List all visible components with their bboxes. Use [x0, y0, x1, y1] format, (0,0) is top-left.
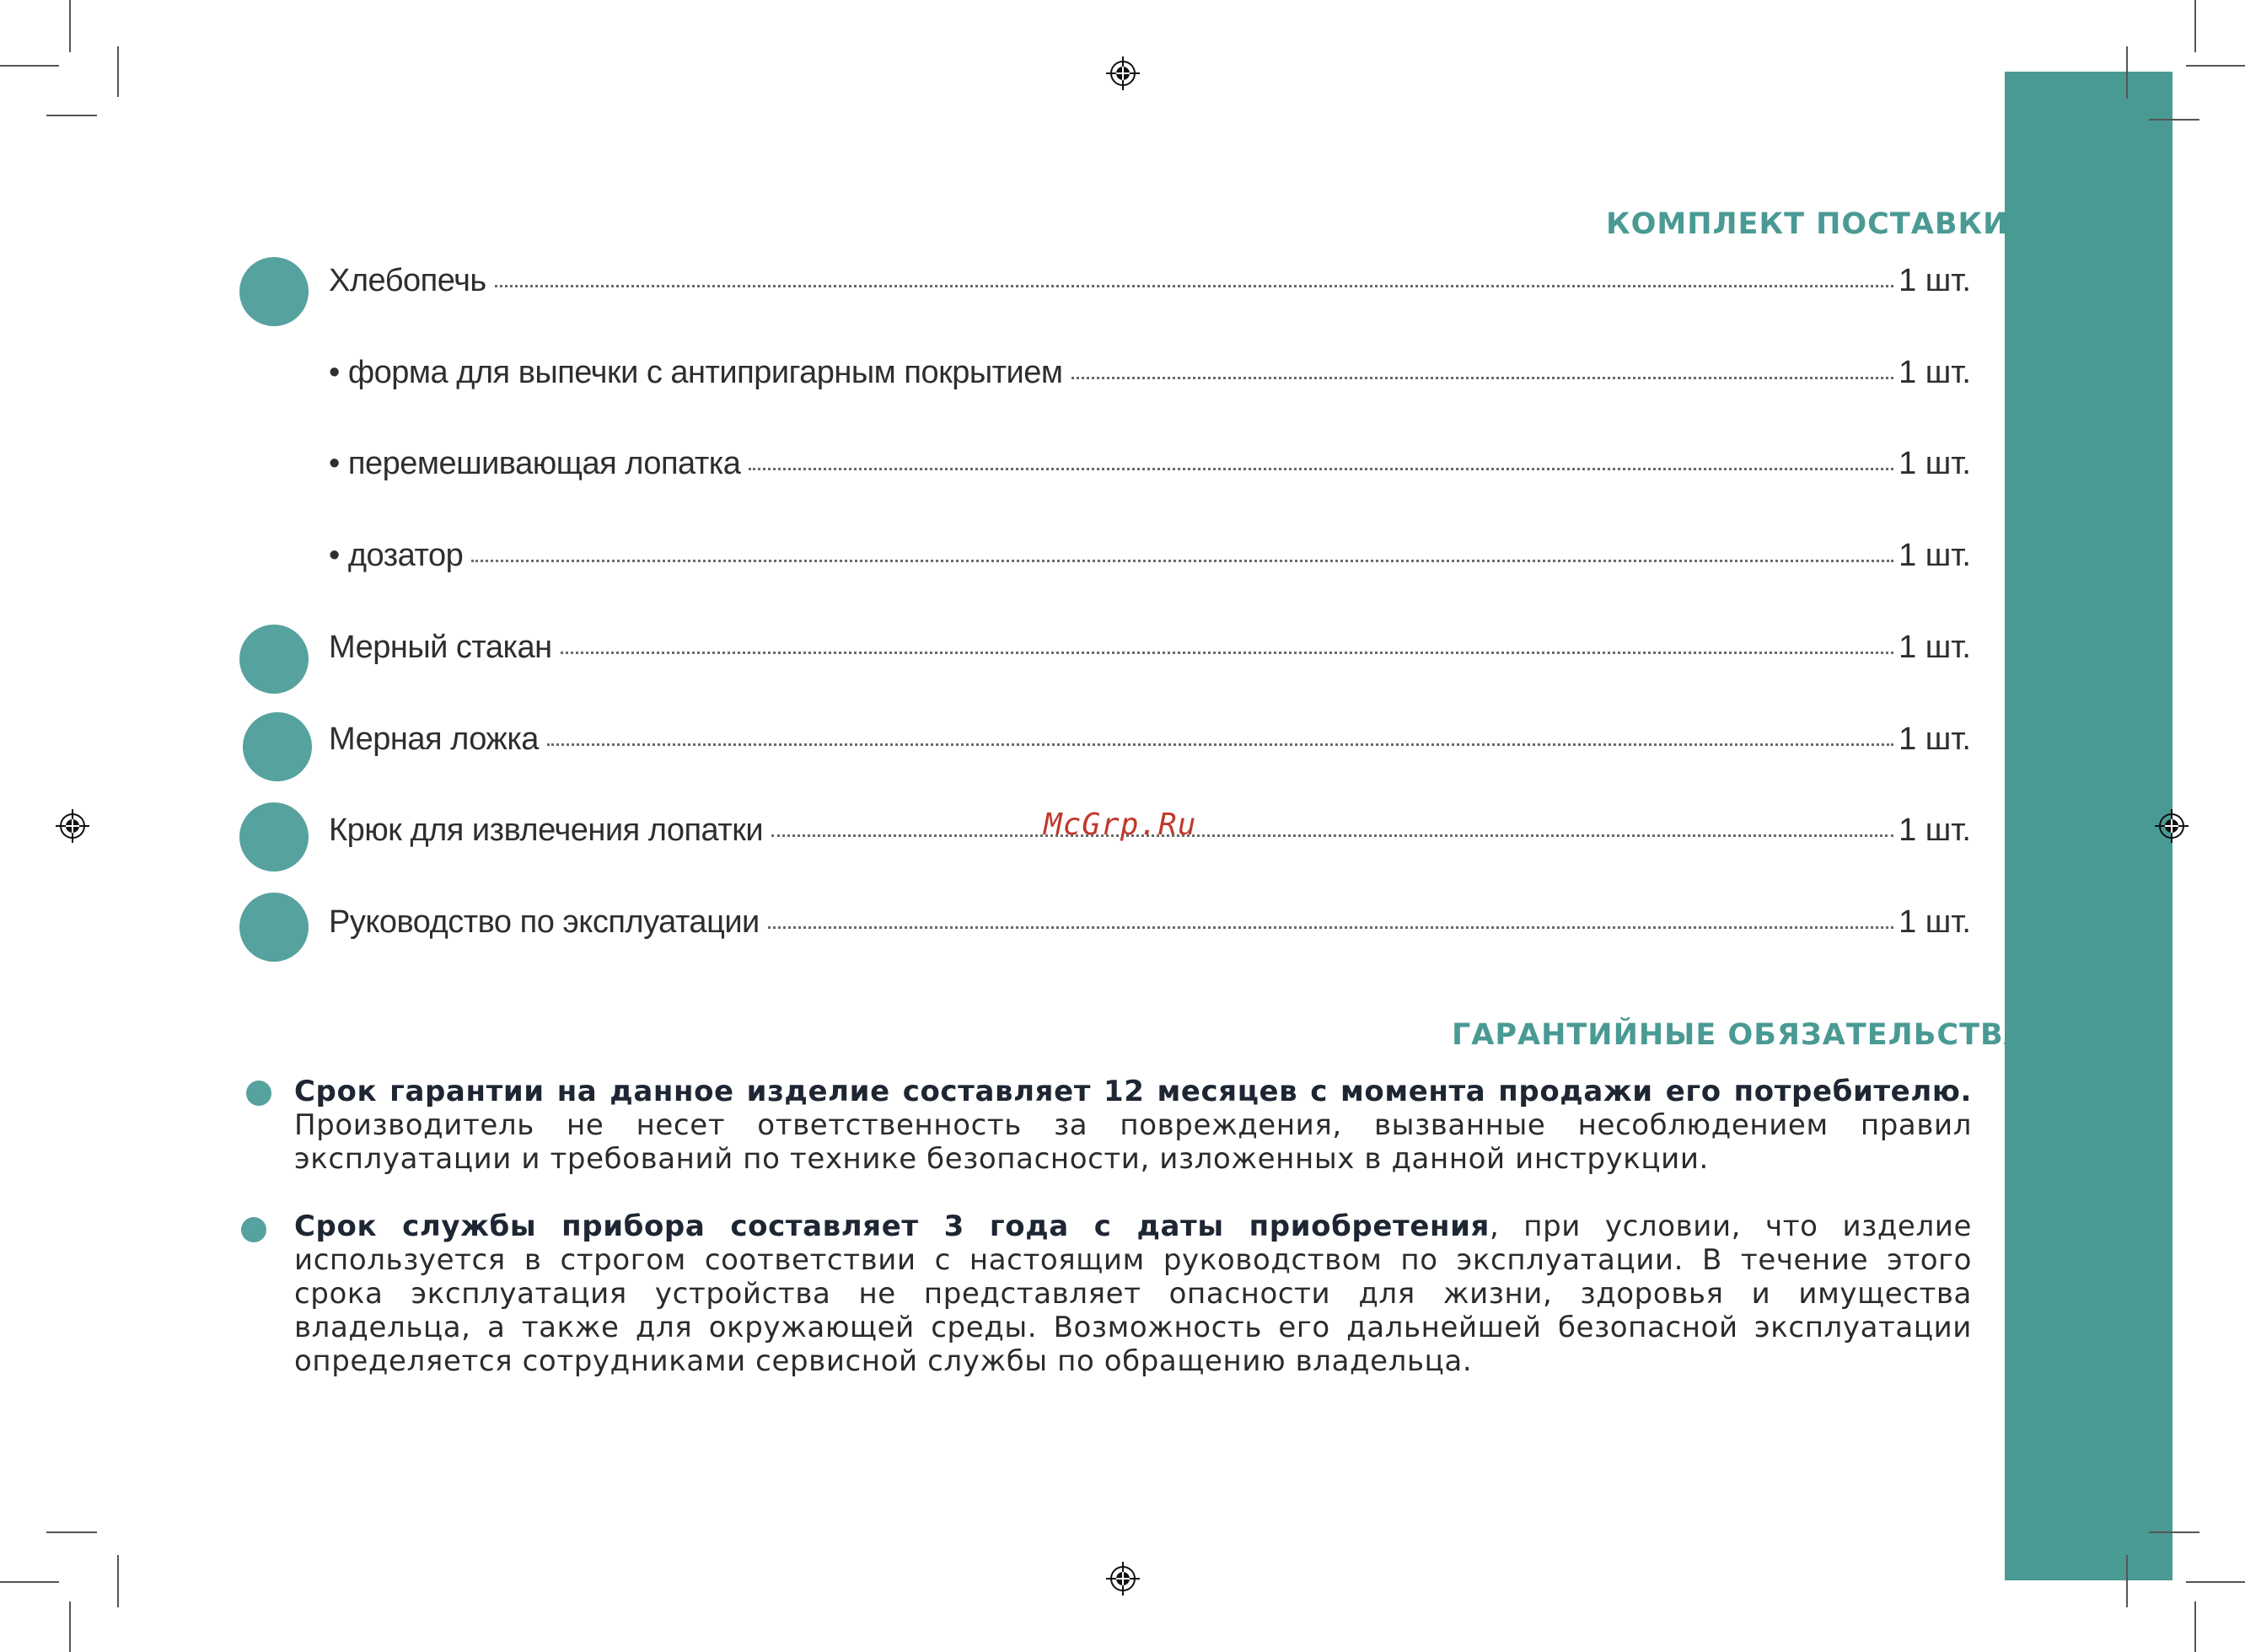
list-item	[329, 263, 1971, 314]
crop-mark	[2149, 1531, 2199, 1533]
crop-mark	[0, 65, 59, 67]
registration-mark-icon	[1106, 56, 1140, 90]
item-bullet-icon	[239, 802, 309, 872]
item-name: Мерный стакан	[329, 630, 552, 665]
warranty-paragraph-2	[294, 1210, 1972, 1378]
item-bullet-icon	[239, 625, 309, 694]
watermark: McGrp.Ru	[1044, 807, 1197, 842]
item-qty: 1 шт.	[1899, 446, 1971, 481]
side-accent-bar	[2005, 72, 2172, 1580]
service-life-details: , при условии, что изделие используется в строгом соответствии с настоящим руководством по эксплуатации. В течение этого срока эксплуатация устройства не представляет опасности для жизни, здоровья и имущества владельца, а также для окружающей среды. Возможность его дальнейшей безопасной эксплуатации определяется сотрудниками сервисной службы по обращению владельца.	[294, 1210, 1972, 1378]
crop-mark	[69, 1601, 71, 1652]
package-title: КОМПЛЕКТ ПОСТАВКИ	[1606, 207, 2009, 241]
paragraph-bullet-icon	[246, 1081, 271, 1106]
crop-mark	[2194, 0, 2196, 52]
crop-mark	[2186, 1581, 2245, 1583]
crop-mark	[117, 46, 119, 97]
crop-mark	[46, 1531, 97, 1533]
leader-dots	[547, 743, 1893, 746]
crop-mark	[2186, 65, 2245, 67]
crop-mark	[2126, 1555, 2128, 1607]
leader-dots	[771, 834, 1893, 837]
registration-mark-icon	[2155, 809, 2189, 843]
item-qty: 1 шт.	[1899, 630, 1971, 665]
item-qty: 1 шт.	[1899, 721, 1971, 757]
leader-dots	[495, 285, 1893, 287]
crop-mark	[69, 0, 71, 52]
crop-mark	[0, 1581, 59, 1583]
warranty-paragraph-1	[294, 1075, 1972, 1176]
item-name: Руководство по эксплуатации	[329, 904, 760, 940]
item-qty: 1 шт.	[1899, 263, 1971, 298]
crop-mark	[2149, 119, 2199, 121]
list-item	[329, 446, 1971, 496]
crop-mark	[46, 115, 97, 116]
leader-dots	[749, 468, 1893, 470]
crop-mark	[2126, 46, 2128, 99]
crop-mark	[2194, 1601, 2196, 1652]
item-name: • перемешивающая лопатка	[329, 446, 741, 481]
list-item	[329, 721, 1971, 772]
leader-dots	[471, 560, 1893, 562]
list-item	[329, 904, 1971, 955]
item-name: • дозатор	[329, 538, 464, 573]
item-bullet-icon	[243, 712, 312, 781]
warranty-disclaimer-text: Производитель не несет ответственность за повреждения, вызванные несоблюдением правил эксплуатации и требований по технике безопасности, изложенных в данной инструкции.	[294, 1108, 1972, 1176]
warranty-period-text: Срок гарантии на данное изделие составляет 12 месяцев с момента продажи его потребителю.	[294, 1075, 1972, 1108]
service-life-text: Срок службы прибора составляет 3 года с даты приобретения	[294, 1210, 1490, 1243]
item-name: Хлебопечь	[329, 263, 486, 298]
item-qty: 1 шт.	[1899, 538, 1971, 573]
list-item	[329, 538, 1971, 588]
registration-mark-icon	[56, 809, 89, 843]
leader-dots	[561, 652, 1893, 654]
crop-mark	[117, 1555, 119, 1607]
item-name: Крюк для извлечения лопатки	[329, 813, 764, 848]
item-bullet-icon	[239, 257, 309, 326]
item-qty: 1 шт.	[1899, 904, 1971, 940]
registration-mark-icon	[1106, 1562, 1140, 1596]
leader-dots	[1071, 377, 1894, 379]
warranty-title: ГАРАНТИЙНЫЕ ОБЯЗАТЕЛЬСТВА	[1452, 1018, 2027, 1052]
list-item	[329, 630, 1971, 680]
item-qty: 1 шт.	[1899, 355, 1971, 390]
item-name: • форма для выпечки с антипригарным покрытием	[329, 355, 1063, 390]
list-item	[329, 355, 1971, 405]
leader-dots	[768, 926, 1893, 929]
paragraph-bullet-icon	[241, 1217, 266, 1242]
item-name: Мерная ложка	[329, 721, 539, 757]
item-bullet-icon	[239, 893, 309, 962]
item-qty: 1 шт.	[1899, 813, 1971, 848]
